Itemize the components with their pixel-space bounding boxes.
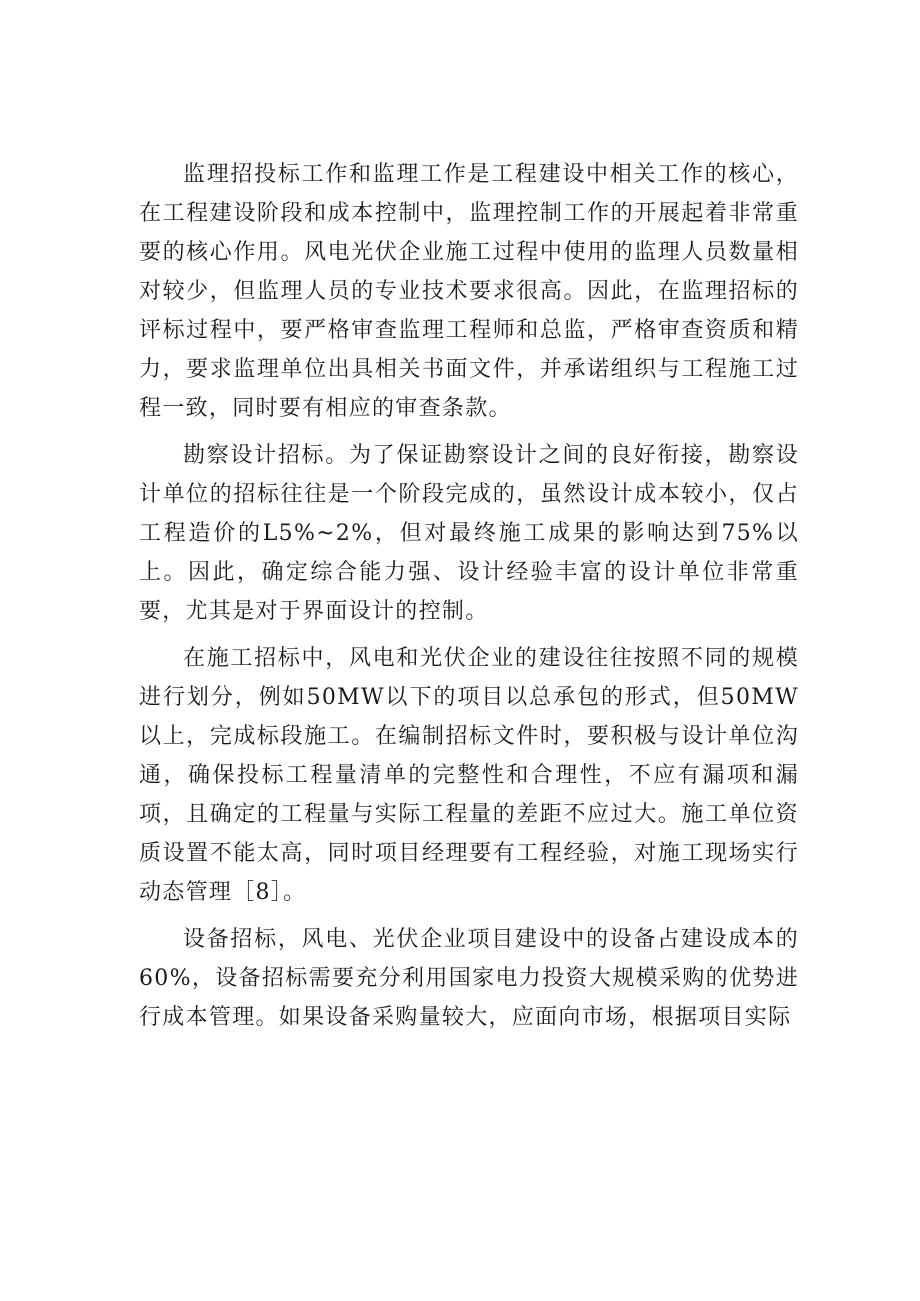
paragraph-equipment-bidding: 设备招标，风电、光伏企业项目建设中的设备占建设成本的60%，设备招标需要充分利用国家电力投资大规模采购的优势进行成本管理。如果设备采购量较大，应面向市场，根据项目实际 — [139, 927, 799, 1030]
paragraph-supervision-bidding: 监理招投标工作和监理工作是工程建设中相关工作的核心，在工程建设阶段和成本控制中，监理控制工作的开展起着非常重要的核心作用。风电光伏企业施工过程中使用的监理人员数量相对较少，但监理人员的专业技术要求很高。因此，在监理招标的评标过程中，要严格审查监理工程师和总监，严格审查资质和精力，要求监理单位出具相关书面文件，并承诺组织与工程施工过程一致，同时要有相应的审查条款。 — [139, 162, 799, 421]
body-text — [139, 155, 799, 1045]
paragraph-construction-bidding: 在施工招标中，风电和光伏企业的建设往往按照不同的规模进行划分，例如50MW以下的项目以总承包的形式，但50MW以上，完成标段施工。在编制招标文件时，要积极与设计单位沟通，确保投标工程量清单的完整性和合理性，不应有漏项和漏项，且确定的工程量与实际工程量的差距不应过大。施工单位资质设置不能太高，同时项目经理要有工程经验，对施工现场实行动态管理［8］。 — [139, 646, 799, 905]
paragraph-survey-design-bidding: 勘察设计招标。为了保证勘察设计之间的良好衔接，勘察设计单位的招标往往是一个阶段完成的，虽然设计成本较小，仅占工程造价的L5%~2%，但对最终施工成果的影响达到75%以上。因此，确定综合能力强、设计经验丰富的设计单位非常重要，尤其是对于界面设计的控制。 — [139, 443, 799, 624]
